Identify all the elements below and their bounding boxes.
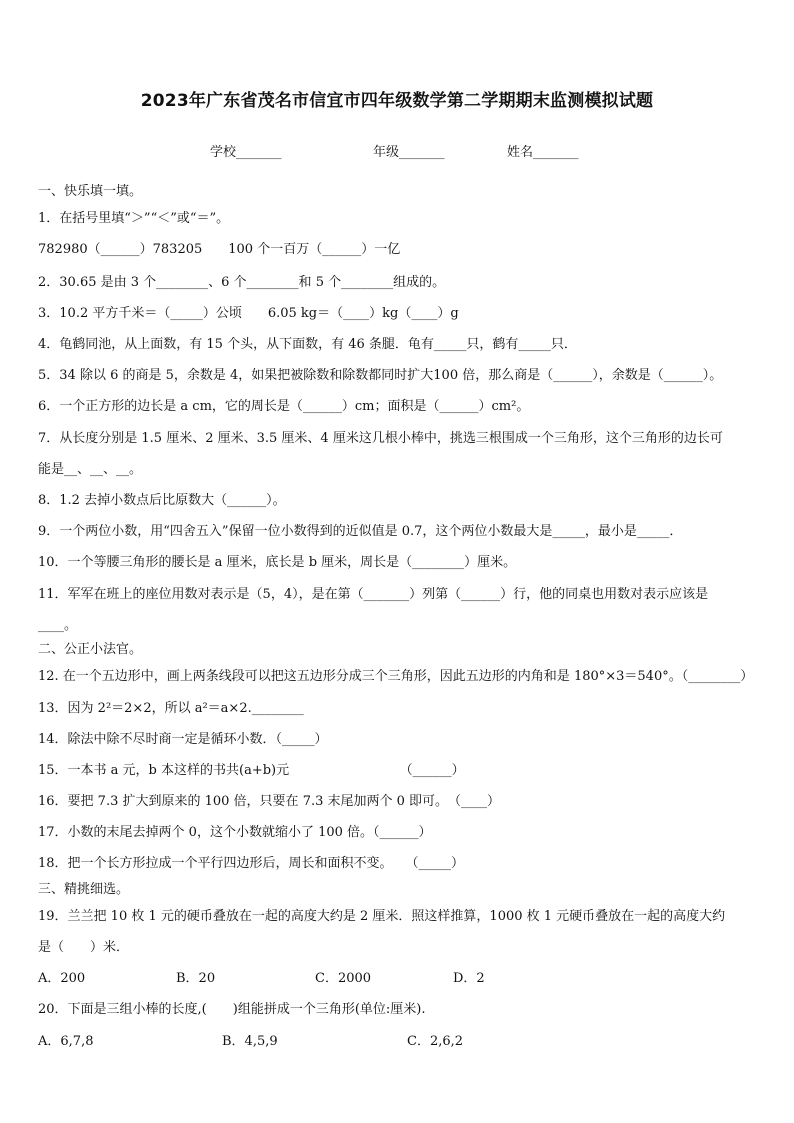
question-line: 10．一个等腰三角形的腰长是 a 厘米，底长是 b 厘米，周长是（________）厘米。 [38,555,517,570]
question-line: 4．龟鹤同池，从上面数，有 15 个头，从下面数，有 46 条腿．龟有_____只，鹤有_____只． [38,337,577,352]
section-heading: 二、公正小法官。 [38,642,143,657]
question-line: 13．因为 2²＝2×2，所以 a²＝a×2.________ [38,701,304,716]
question-line: 1．在括号里填“＞”“＜”或“＝”。 [38,211,230,226]
option-a: A．6,7,8 [38,1034,94,1049]
question-line: 7．从长度分别是 1.5 厘米、2 厘米、3.5 厘米、4 厘米这几根小棒中，挑选三根围成一个三角形，这个三角形的边长可 [38,431,723,446]
question-line: 15．一本书 a 元，b 本这样的书共(a+b)元 （______） [38,763,465,778]
question-line: 782980（______）783205 100 个一百万（______）一亿 [38,242,401,257]
option-a: A．200 [38,971,86,986]
page-title: 2023年广东省茂名市信宜市四年级数学第二学期期末监测模拟试题 [140,91,654,111]
question-line: 2．30.65 是由 3 个________、6 个________和 5 个________组成的。 [38,275,446,290]
question-line: 14．除法中除不尽时商一定是循环小数．（_____） [38,732,328,747]
question-line: 3．10.2 平方千米＝（_____）公顷 6.05 kg＝（____）kg（____）g [38,306,459,321]
question-line: 能是__、__、__。 [38,462,143,477]
grade-field: 年级_______ [373,145,445,160]
option-d: D．2 [453,971,485,986]
question-line: 20．下面是三组小棒的长度,( )组能拼成一个三角形(单位:厘米). [38,1002,426,1017]
question-line: 5．34 除以 6 的商是 5，余数是 4，如果把被除数和除数都同时扩大100 倍，那么商是（______），余数是（______）。 [38,368,723,383]
question-line: 17．小数的末尾去掉两个 0，这个小数就缩小了 100 倍。（______） [38,825,432,840]
section-heading: 三、精挑细选。 [38,882,130,897]
question-line: 8．1.2 去掉小数点后比原数大（______）。 [38,493,286,508]
question-line: 18．把一个长方形拉成一个平行四边形后，周长和面积不变。 （_____） [38,856,465,871]
question-line: 9．一个两位小数，用“四舍五入”保留一位小数得到的近似值是 0.7，这个两位小数最大是_____，最小是_____． [38,524,683,539]
option-c: C．2,6,2 [407,1034,464,1049]
question-line: 11．军军在班上的座位用数对表示是（5，4），是在第（_______）列第（______）行，他的同桌也用数对表示应该是 [38,587,709,602]
question-line: ____。 [38,618,78,633]
option-b: B．4,5,9 [222,1034,278,1049]
question-line: 是（ ）米． [38,940,130,955]
question-line: 19．兰兰把 10 枚 1 元的硬币叠放在一起的高度大约是 2 厘米．照这样推算，1000 枚 1 元硬币叠放在一起的高度大约 [38,909,726,924]
section-heading: 一、快乐填一填。 [38,184,143,199]
name-field: 姓名_______ [507,145,579,160]
option-c: C．2000 [315,971,372,986]
question-line: 16．要把 7.3 扩大到原来的 100 倍，只要在 7.3 末尾加两个 0 即可。 （____） [38,794,501,809]
question-line: 6．一个正方形的边长是 a cm，它的周长是（______）cm；面积是（______）cm²。 [38,399,530,414]
school-field: 学校_______ [210,145,282,160]
question-line: 12. 在一个五边形中，画上两条线段可以把这五边形分成三个三角形，因此五边形的内角和是 180°×3＝540°。（________） [38,669,754,684]
option-b: B．20 [176,971,216,986]
